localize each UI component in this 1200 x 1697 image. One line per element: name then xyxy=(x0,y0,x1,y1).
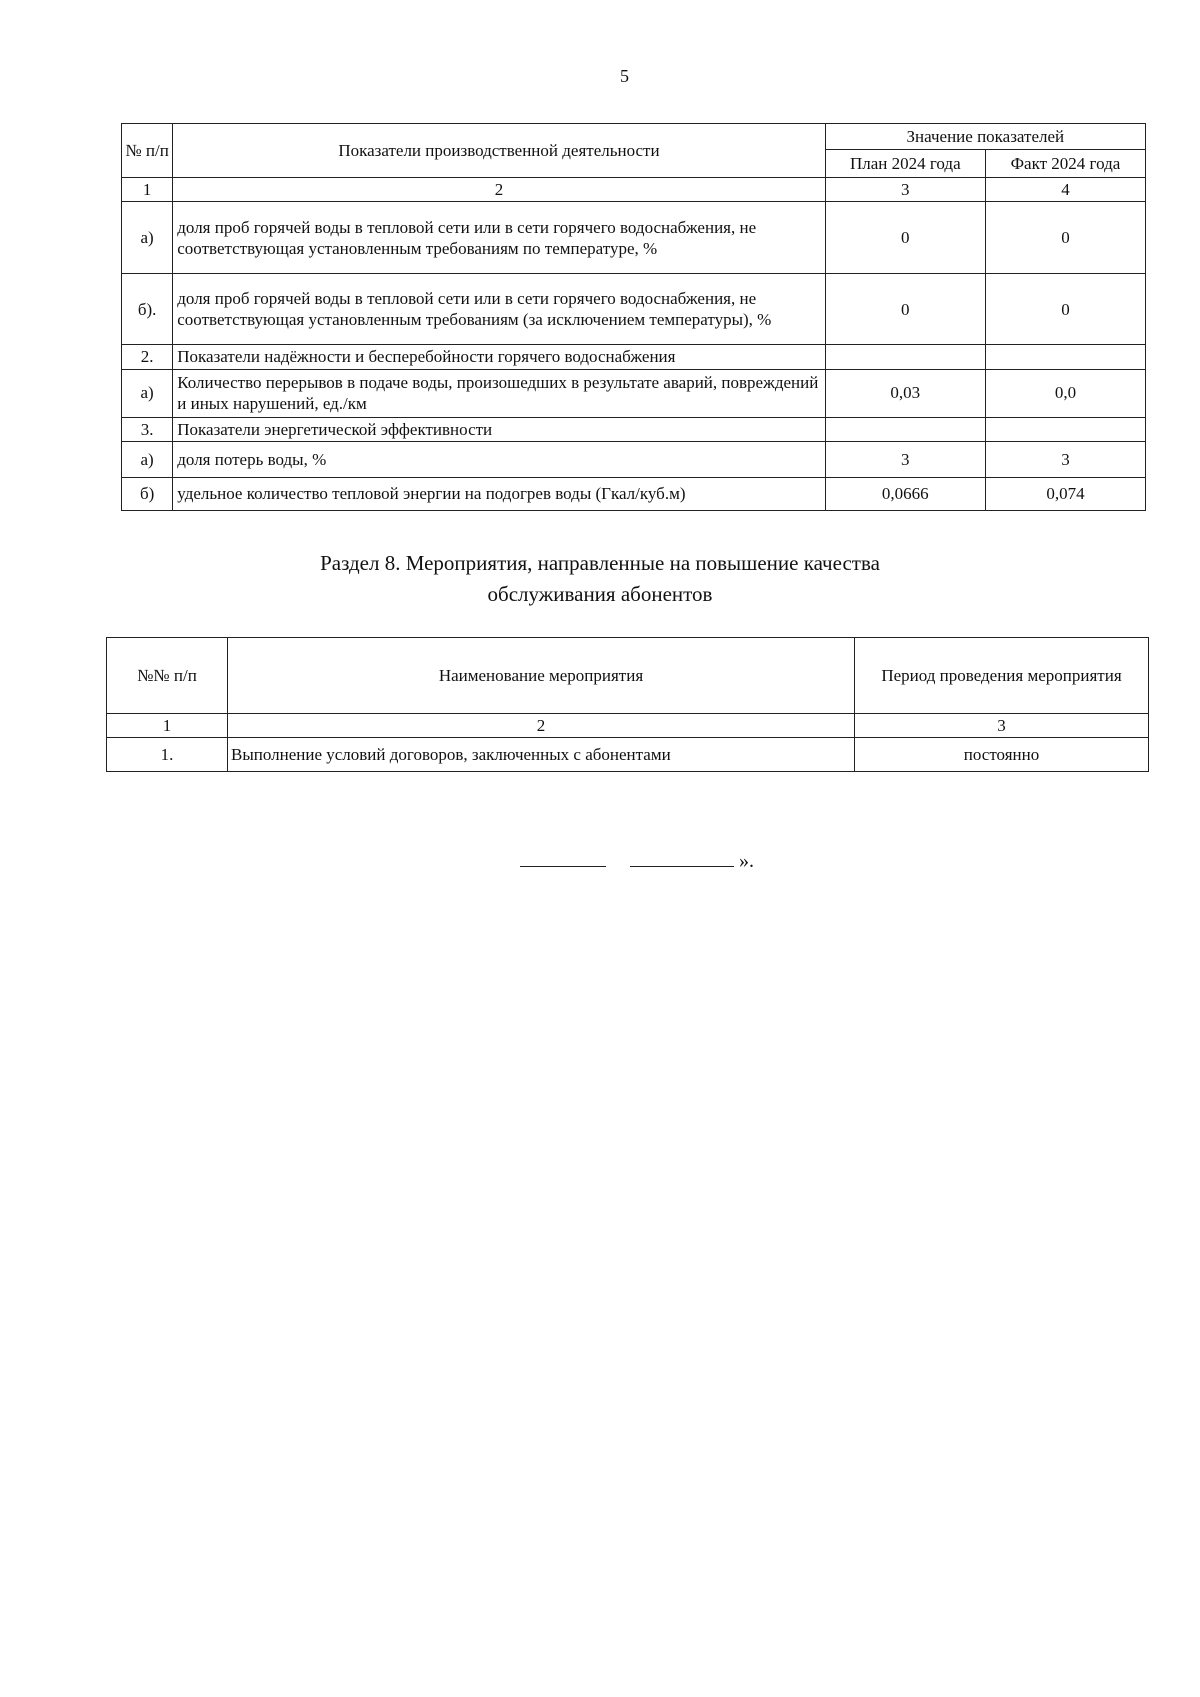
row-number: 2. xyxy=(122,345,173,369)
signature-blank-line xyxy=(630,846,734,867)
column-index: 3 xyxy=(825,178,985,202)
indicator-name: доля потерь воды, % xyxy=(173,441,825,477)
plan-value: 0,0666 xyxy=(825,477,985,510)
row-number: б) xyxy=(122,477,173,510)
row-number: а) xyxy=(122,441,173,477)
header-indicator-name: Показатели производственной деятельности xyxy=(173,124,825,178)
plan-value xyxy=(825,345,985,369)
closing-line xyxy=(520,846,754,873)
plan-value: 0,03 xyxy=(825,369,985,417)
table-row xyxy=(122,417,1146,441)
header-num: №№ п/п xyxy=(107,638,228,714)
measure-name: Выполнение условий договоров, заключенных с абонентами xyxy=(228,738,855,772)
performance-indicators-table xyxy=(121,123,1146,511)
plan-value: 0 xyxy=(825,202,985,274)
signature-blank-line xyxy=(520,846,606,867)
header-period: Период проведения мероприятия xyxy=(855,638,1149,714)
column-index: 1 xyxy=(107,714,228,738)
column-index-row xyxy=(107,714,1149,738)
table-row xyxy=(122,369,1146,417)
plan-value: 0 xyxy=(825,274,985,345)
table-header-row xyxy=(122,124,1146,150)
row-number: б). xyxy=(122,274,173,345)
plan-value: 3 xyxy=(825,441,985,477)
section-title-line: обслуживания абонентов xyxy=(487,582,713,606)
indicator-name: доля проб горячей воды в тепловой сети или в сети горячего водоснабжения, не соответствующая установленным требованиям (за исключением температуры), % xyxy=(173,274,825,345)
indicator-name: доля проб горячей воды в тепловой сети или в сети горячего водоснабжения, не соответствующая установленным требованиям по температуре, % xyxy=(173,202,825,274)
indicator-name: Показатели энергетической эффективности xyxy=(173,417,825,441)
indicator-name: Количество перерывов в подаче воды, произошедших в результате аварий, повреждений и иных нарушений, ед./км xyxy=(173,369,825,417)
table-row xyxy=(122,274,1146,345)
column-index: 3 xyxy=(855,714,1149,738)
plan-value xyxy=(825,417,985,441)
header-plan: План 2024 года xyxy=(825,150,985,178)
section-title-line: Раздел 8. Мероприятия, направленные на повышение качества xyxy=(320,551,880,575)
header-fact: Факт 2024 года xyxy=(985,150,1145,178)
fact-value xyxy=(985,417,1145,441)
measure-period: постоянно xyxy=(855,738,1149,772)
closing-quote: ». xyxy=(739,850,754,872)
column-index-row xyxy=(122,178,1146,202)
section-8-title xyxy=(200,548,1000,610)
header-measure-name: Наименование мероприятия xyxy=(228,638,855,714)
fact-value: 0,074 xyxy=(985,477,1145,510)
row-number: а) xyxy=(122,202,173,274)
table-row xyxy=(122,441,1146,477)
row-number: 1. xyxy=(107,738,228,772)
column-index: 2 xyxy=(173,178,825,202)
table-row xyxy=(122,202,1146,274)
column-index: 1 xyxy=(122,178,173,202)
table-header-row xyxy=(107,638,1149,714)
column-index: 4 xyxy=(985,178,1145,202)
fact-value: 3 xyxy=(985,441,1145,477)
table-row xyxy=(122,345,1146,369)
indicator-name: удельное количество тепловой энергии на подогрев воды (Гкал/куб.м) xyxy=(173,477,825,510)
fact-value: 0 xyxy=(985,202,1145,274)
row-number: 3. xyxy=(122,417,173,441)
table-row xyxy=(107,738,1149,772)
fact-value xyxy=(985,345,1145,369)
column-index: 2 xyxy=(228,714,855,738)
fact-value: 0 xyxy=(985,274,1145,345)
service-measures-table xyxy=(106,637,1149,772)
fact-value: 0,0 xyxy=(985,369,1145,417)
page-number: 5 xyxy=(620,66,629,86)
header-num: № п/п xyxy=(122,124,173,178)
indicator-name: Показатели надёжности и бесперебойности горячего водоснабжения xyxy=(173,345,825,369)
table-row xyxy=(122,477,1146,510)
row-number: а) xyxy=(122,369,173,417)
header-values-group: Значение показателей xyxy=(825,124,1145,150)
